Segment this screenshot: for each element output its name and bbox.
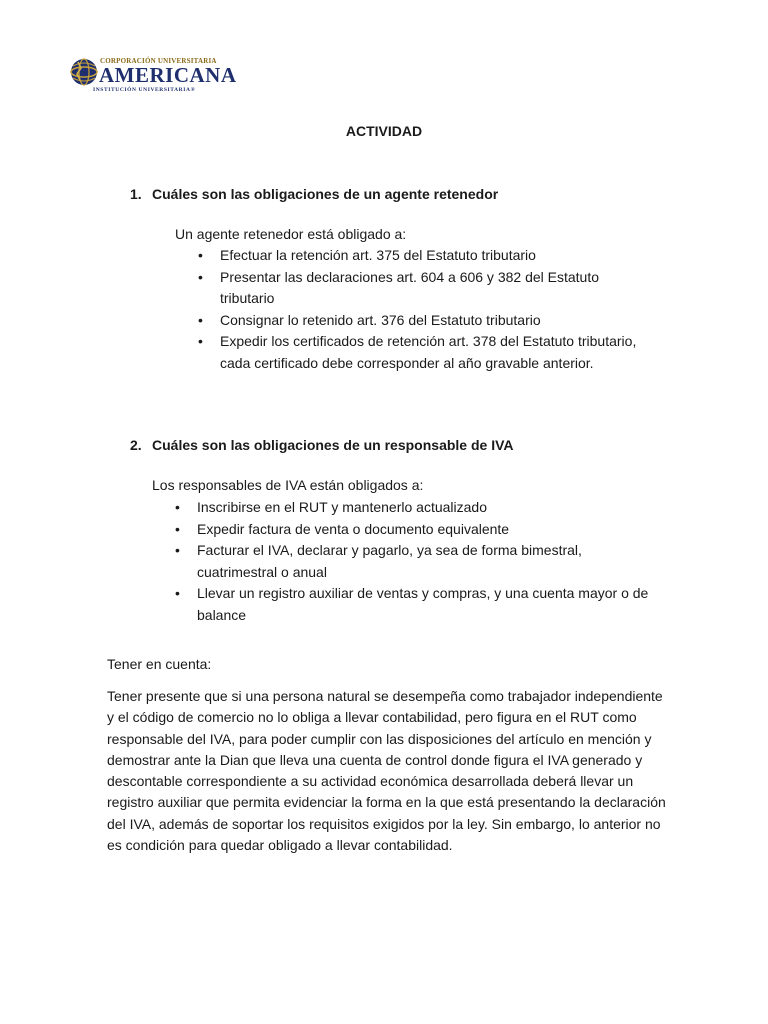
section2-heading-text: Cuáles son las obligaciones de un responsable de IVA (152, 437, 514, 453)
list-item: • Facturar el IVA, declarar y pagarlo, ya sea de forma bimestral, cuatrimestral o anual (175, 540, 655, 583)
globe-icon (70, 56, 100, 88)
list-item: • Expedir los certificados de retención art. 378 del Estatuto tributario, cada certificado debe corresponder al año gravable anterior. (198, 331, 648, 374)
section2-list (175, 497, 655, 626)
section1-number: 1. (130, 186, 142, 202)
section2-heading (130, 437, 514, 453)
logo-line3: INSTITUCIÓN UNIVERSITARIA® (93, 87, 196, 93)
university-logo (70, 54, 237, 98)
section1-heading (130, 186, 498, 202)
list-item: • Llevar un registro auxiliar de ventas y compras, y una cuenta mayor o de balance (175, 583, 655, 626)
list-item: • Consignar lo retenido art. 376 del Estatuto tributario (198, 310, 648, 332)
section1-intro: Un agente retenedor está obligado a: (175, 226, 407, 242)
section1-list (198, 245, 648, 374)
section1-heading-text: Cuáles son las obligaciones de un agente retenedor (152, 186, 499, 202)
logo-line2: AMERICANA (99, 63, 237, 87)
note-paragraph: Tener presente que si una persona natural se desempeña como trabajador independiente y el código de comercio no lo obliga a llevar contabilidad, pero figura en el RUT como responsable del IVA, para poder cumplir con las disposiciones del artículo en mención y demostrar ante la Dian que lleva una cuenta de control donde figura el IVA generado y descontable correspondiente a su actividad económica desarrollada deberá llevar un registro auxiliar que permita evidenciar la forma en la que está presentando la declaración del IVA, además de soportar los requisitos exigidos por la ley. Sin embargo, lo anterior no es condición para quedar obligado a llevar contabilidad. (107, 688, 666, 854)
list-item: • Expedir factura de venta o documento equivalente (175, 519, 655, 541)
section2-intro: Los responsables de IVA están obligados a: (152, 477, 424, 493)
list-item: • Inscribirse en el RUT y mantenerlo actualizado (175, 497, 655, 519)
page-title: ACTIVIDAD (345, 123, 423, 139)
list-item: • Presentar las declaraciones art. 604 a 606 y 382 del Estatuto tributario (198, 267, 648, 310)
list-item: • Efectuar la retención art. 375 del Estatuto tributario (198, 245, 648, 267)
logo-line1: CORPORACIÓN UNIVERSITARIA (100, 57, 217, 65)
note-label: Tener en cuenta: (107, 656, 212, 672)
section2-number: 2. (130, 437, 142, 453)
